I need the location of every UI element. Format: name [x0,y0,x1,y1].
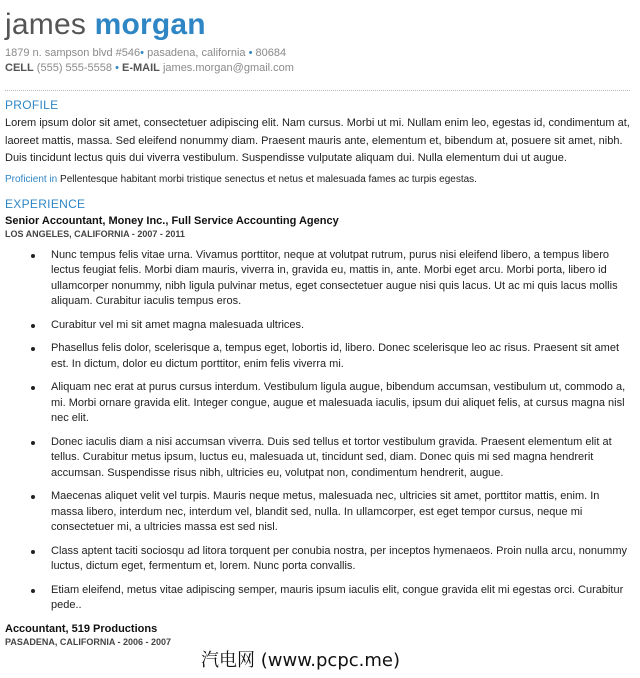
contact-line [5,61,630,76]
job-title: Accountant, 519 Productions [5,622,158,635]
candidate-name [5,8,630,42]
list-item: Etiam eleifend, metus vitae adipiscing semper, mauris ipsum iaculis elit, congue gravida elit mi egestas orci. Curabitur pede.. [51,583,630,614]
job-location: PASADENA, CALIFORNIA - 2006 - 2007 [5,636,172,647]
last-name: morgan [94,8,206,41]
job-title: Senior Accountant, Money Inc., Full Service Accounting Agency [5,214,339,227]
cell-number: (555) 555-5558 [36,62,113,74]
profile-summary: Lorem ipsum dolor sit amet, consectetuer adipiscing elit. Nam cursus. Morbi ut mi. Nullam enim leo, egestas id, condimentum at, laoreet mattis, massa. Sed eleifend nonummy diam. Praesent mauris ante, elementum et, bibendum at, posuere sit amet, nibh. Duis tincidunt lectus quis dui viverra vestibulum. Suspendisse vulputate aliquam dui. Nulla elementum dui ut augue. [5,117,630,164]
zip: 80684 [255,47,287,59]
proficient-line [5,174,630,185]
list-item: Maecenas aliquet velit vel turpis. Mauris neque metus, malesuada nec, ultricies sit amet, porttitor mattis, enim. In massa libero, interdum nec, interdum vel, blandit sed, nulla. In ullamcorper, est eget tempor cursus, neque mi consectetuer mi, a ultricies massa est sed nisl. [51,489,630,536]
resume-page [5,8,630,648]
separator-dot: • [140,47,145,59]
cell-label: CELL [5,62,34,74]
city: pasadena, california [147,47,246,59]
experience-heading: EXPERIENCE [5,196,86,211]
list-item: Curabitur vel mi sit amet magna malesuada ultrices. [51,318,630,334]
list-item: Class aptent taciti sociosqu ad litora torquent per conubia nostra, per inceptos hymenaeos. Proin nulla arcu, nonummy luctus, dictum eget, fermentum et, lorem. Nunc porta convallis. [51,544,630,575]
first-name: james [5,8,87,41]
job-entry [5,622,630,648]
list-item: Aliquam nec erat at purus cursus interdum. Vestibulum ligula augue, bibendum accumsan, vestibulum ut, commodo a, mi. Morbi ornare gravida elit. Integer congue, augue et malesuada iaculis, ipsum dui aliquet felis, at cursus magna nisl nec elit. [51,380,630,427]
address-line [5,46,630,61]
street: 1879 n. sampson blvd #546 [5,47,141,59]
proficient-label: Proficient in [5,173,58,185]
divider [5,90,630,91]
separator-dot: • [248,47,253,59]
email-label: E-MAIL [122,62,160,74]
separator-dot: • [115,62,119,74]
list-item: Donec iaculis diam a nisi accumsan viverra. Duis sed tellus et tortor vestibulum gravida. Praesent elementum elit at tellus. Curabitur metus ipsum, luctus eu, malesuada ut, tincidunt sed, diam. Donec quis mi sed magna hendrerit accumsan. Suspendisse risus nibh, ultricies eu, volutpat non, condimentum hendrerit, augue. [51,435,630,482]
email-link[interactable]: james.morgan@gmail.com [162,62,294,74]
watermark: 汽电网 (www.pcpc.me) [201,650,400,671]
job-bullets [5,248,630,614]
job-entry [5,214,630,614]
profile-heading: PROFILE [5,98,59,112]
list-item: Nunc tempus felis vitae urna. Vivamus porttitor, neque at volutpat rutrum, purus nisi eleifend libero, a tempus libero lectus feugiat felis. Morbi diam mauris, viverra in, gravida eu, mattis in, ante. Morbi eget arcu. Morbi porta, libero id ullamcorper nonummy, nibh ligula pulvinar metus, eget consectetuer augue nisi quis lacus. Ut ac mi quis lacus mollis aliquam. Curabitur iaculis tempus eros. [51,248,630,310]
proficient-text: Pellentesque habitant morbi tristique senectus et netus et malesuada fames ac turpis egestas. [60,173,477,185]
job-location: LOS ANGELES, CALIFORNIA - 2007 - 2011 [5,228,185,239]
list-item: Phasellus felis dolor, scelerisque a, tempus eget, lobortis id, libero. Donec scelerisque leo ac risus. Praesent sit amet est. In dictum, dolor eu dictum porttitor, enim felis viverra mi. [51,341,630,372]
